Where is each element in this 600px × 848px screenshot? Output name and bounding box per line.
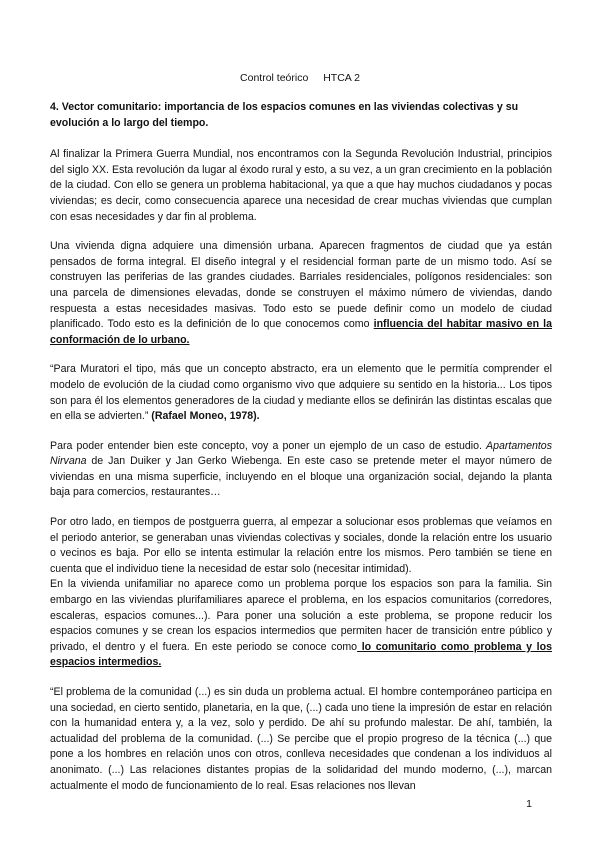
section-title: 4. Vector comunitario: importancia de los espacios comunes en las viviendas colectivas y su evolución a lo largo del tiempo. [50, 101, 519, 129]
paragraph-2-emphasis: influencia del habitar masivo en la conformación de lo urbano. [50, 318, 552, 346]
paragraph-6 [50, 577, 552, 671]
document-body [50, 100, 552, 808]
case-study-title: Apartamentos Nirvana [50, 439, 552, 468]
paragraph-2-text: Una vivienda digna adquiere una dimensión urbana. Aparecen fragmentos de ciudad que ya están pensados de forma integral. El diseño integral y el residencial forman parte de un mismo todo. Así se construyen las periferias de las grandes ciudades. Barriales residenciales, polígonos residenciales: son una parcela de dimensiones elevadas, donde se construyen el máximo número de viviendas, dando respuesta a estas necesidades masivas. Todo esto se puede definir como un modelo de ciudad planificado. Todo esto es la definición de lo que conocemos como [50, 240, 552, 331]
paragraph-3-quote [50, 362, 552, 424]
header-course-code: HTCA 2 [323, 72, 360, 84]
quote-citation: (Rafael Moneo, 1978). [148, 410, 260, 423]
page-number: 1 [526, 798, 532, 810]
paragraph-6-emphasis: lo comunitario como problema y los espacios intermedios. [50, 640, 552, 669]
paragraph-7-quote: “El problema de la comunidad (...) es sin duda un problema actual. El hombre contemporáneo participa en una sociedad, en cierto sentido, planetaria, en la que, (...) cada uno tiene la impresión de estar en relación con la humanidad entera y, a la vez, solo y perdido. De ahí su profundo malestar. De ahí, también, la actualidad del problema de la comunidad. (...) Se percibe que el propio progreso de la técnica (...) que pone a los hombres en relación unos con otros, conlleva necesidades que condenan a los individuos al anonimato. (...) Las relaciones distantes propias de la solidaridad del mundo moderno, (...), marcan actualmente el modo de funcionamiento de lo real. Esas relaciones nos llevan [50, 686, 552, 792]
header-course-label: Control teórico [240, 72, 309, 84]
paragraph-4 [50, 439, 552, 501]
paragraph-5: Por otro lado, en tiempos de postguerra guerra, al empezar a solucionar esos problemas que veíamos en el periodo anterior, se generaban unas viviendas colectivas y sociales, donde la relación entre los usuario o vecinos es baja. Por ello se intenta estimular la relación entre los mismos. Pero también se tiene en cuenta que el individuo tiene la necesidad de estar solo (necesitar intimidad). [50, 516, 552, 575]
quote-text: “Para Muratori el tipo, más que un concepto abstracto, era un elemento que le permitía comprender el modelo de evolución de la ciudad como organismo vivo que adquiere su sentido en la historia... Los tipos son para él los elementos generadores de la ciudad y mediante ellos se definirán las distintas escalas que en ella se advierten.” [50, 363, 552, 423]
paragraph-6-text: En la vivienda unifamiliar no aparece como un problema porque los espacios son para la familia. Sin embargo en las viviendas plurifamiliares aparece el problema, en los espacios comunitarios (corredores, escaleras, espacios comunes...). Para poner una solución a este problema, se propone reducir los espacios comunes y se crean los espacios intermedios que permiten hacer de transición entre público y privado, el dentro y el fuera. En este periodo se conoce como [50, 578, 552, 653]
paragraph-4-intro: Para poder entender bien este concepto, voy a poner un ejemplo de un caso de estudio. [50, 439, 487, 452]
paragraph-1: Al finalizar la Primera Guerra Mundial, nos encontramos con la Segunda Revolución Industrial, principios del siglo XX. Esta revolución da lugar al éxodo rural y esto, a su vez, a un gran crecimiento en la población de la ciudad. Con ello se genera un problema habitacional, ya que a que hay muchos ciudadanos y pocas viviendas; es decir, como consecuencia aparece una necesidad de crear muchas viviendas que cumplan con esas necesidades y dar fin al problema. [50, 148, 552, 223]
page-header [0, 72, 600, 84]
paragraph-4-rest: de Jan Duiker y Jan Gerko Wiebenga. En este caso se pretende meter el mayor número de viviendas en una misma superficie, incluyendo en el bloque una organización social, dejando la planta baja para comercios, restaurantes… [50, 455, 552, 499]
paragraph-2 [50, 239, 552, 348]
